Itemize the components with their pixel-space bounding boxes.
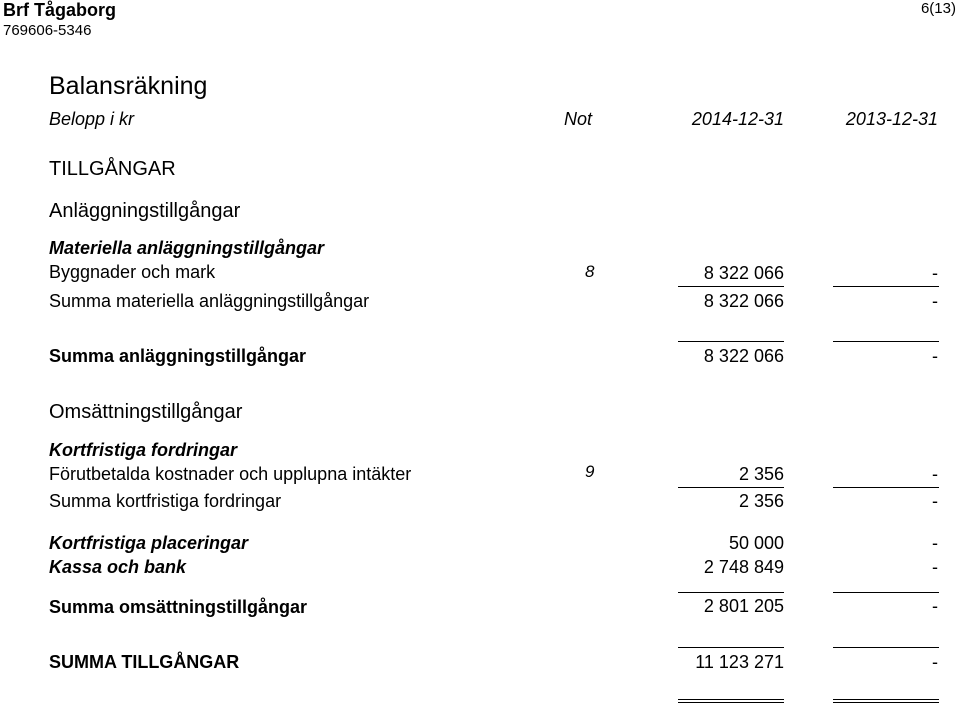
row-value-current-buildings: 8 322 066: [703, 263, 784, 283]
underline-previous: [833, 286, 939, 287]
row-note-buildings: 8: [585, 262, 595, 281]
row-value-current-sum-tangible: 8 322 066: [703, 291, 784, 311]
row-label-cash-and-bank: Kassa och bank: [49, 557, 187, 577]
row-value-previous-buildings: -: [932, 263, 938, 283]
column-header-amount: Belopp i kr: [49, 109, 135, 129]
subsection-heading-short-term-receivables: Kortfristiga fordringar: [49, 440, 238, 460]
underline-previous: [833, 487, 939, 488]
row-label-sum-receivables: Summa kortfristiga fordringar: [49, 491, 282, 511]
underline-current: [678, 286, 784, 287]
underline-previous: [833, 647, 939, 648]
row-value-current-cash-and-bank: 2 748 849: [703, 557, 784, 577]
row-value-previous-sum-fixed-assets: -: [932, 346, 938, 366]
row-label-sum-current-assets: Summa omsättningstillgångar: [49, 597, 308, 617]
section-heading-fixed-assets: Anläggningstillgångar: [49, 200, 241, 222]
row-label-sum-tangible: Summa materiella anläggningstillgångar: [49, 291, 370, 311]
double-underline-current: [678, 699, 784, 700]
underline-current: [678, 487, 784, 488]
organization-number: 769606-5346: [3, 22, 92, 39]
row-value-previous-sum-receivables: -: [932, 491, 938, 511]
row-value-previous-sum-current-assets: -: [932, 596, 938, 616]
organization-name: Brf Tågaborg: [3, 0, 117, 20]
row-label-buildings: Byggnader och mark: [49, 262, 216, 282]
section-heading-current-assets: Omsättningstillgångar: [49, 401, 243, 423]
underline-previous: [833, 341, 939, 342]
underline-current: [678, 647, 784, 648]
row-label-short-term-investments: Kortfristiga placeringar: [49, 533, 249, 553]
column-header-year-previous: 2013-12-31: [845, 109, 938, 129]
row-value-current-short-term-investments: 50 000: [728, 533, 784, 553]
column-header-note: Not: [564, 109, 593, 129]
row-label-prepaid-expenses: Förutbetalda kostnader och upplupna intäkter: [49, 464, 412, 484]
row-value-previous-prepaid-expenses: -: [932, 464, 938, 484]
subsection-heading-tangible-assets: Materiella anläggningstillgångar: [49, 238, 325, 258]
row-value-previous-cash-and-bank: -: [932, 557, 938, 577]
underline-current: [678, 592, 784, 593]
column-header-year-current: 2014-12-31: [691, 109, 784, 129]
section-heading-assets: TILLGÅNGAR: [49, 158, 176, 180]
row-label-total-assets: SUMMA TILLGÅNGAR: [49, 652, 240, 672]
page-title: Balansräkning: [49, 72, 208, 100]
row-note-prepaid-expenses: 9: [585, 462, 595, 481]
row-value-current-total-assets: 11 123 271: [695, 652, 784, 672]
row-value-current-sum-fixed-assets: 8 322 066: [703, 346, 784, 366]
double-underline-current: [678, 702, 784, 703]
double-underline-previous: [833, 702, 939, 703]
row-value-previous-sum-tangible: -: [932, 291, 938, 311]
row-label-sum-fixed-assets: Summa anläggningstillgångar: [49, 346, 307, 366]
row-value-previous-short-term-investments: -: [932, 533, 938, 553]
double-underline-previous: [833, 699, 939, 700]
underline-current: [678, 341, 784, 342]
page-number: 6(13): [920, 0, 956, 17]
row-value-previous-total-assets: -: [932, 652, 938, 672]
row-value-current-sum-receivables: 2 356: [738, 491, 784, 511]
row-value-current-sum-current-assets: 2 801 205: [703, 596, 784, 616]
underline-previous: [833, 592, 939, 593]
row-value-current-prepaid-expenses: 2 356: [738, 464, 784, 484]
